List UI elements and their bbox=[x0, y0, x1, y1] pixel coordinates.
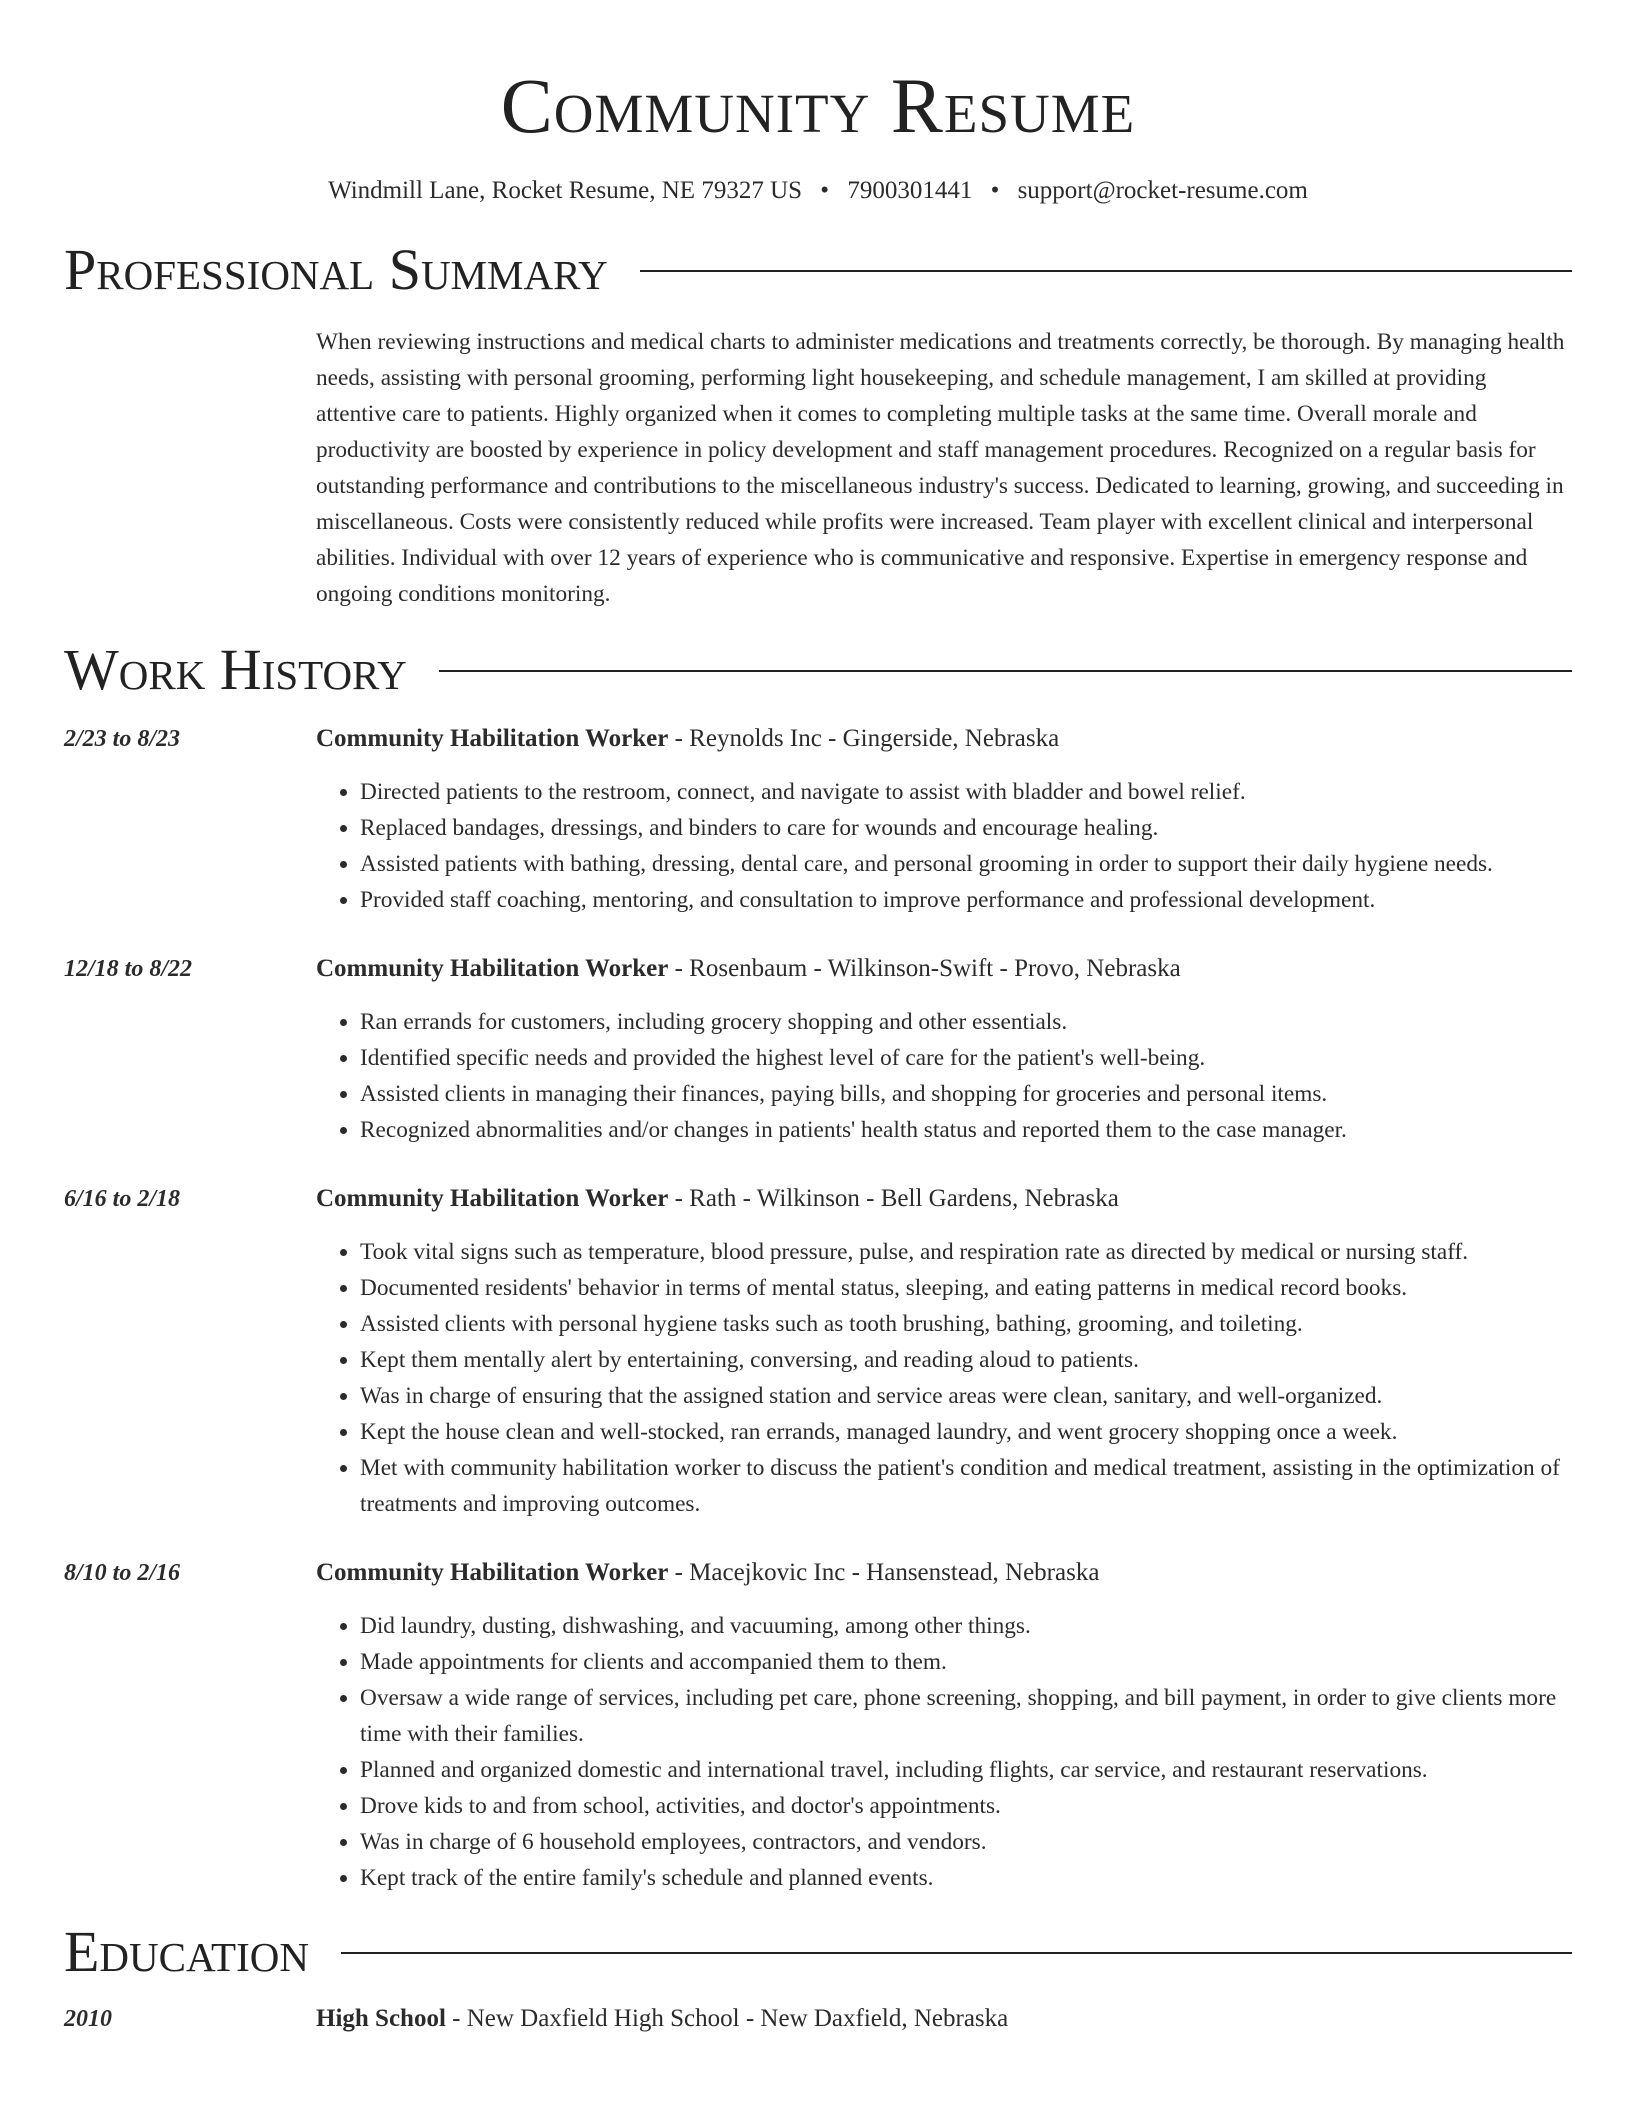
job-bullet: • Assisted clients with personal hygiene tasks such as tooth brushing, bathing, grooming, and toileting. bbox=[360, 1306, 1572, 1342]
contact-separator: • bbox=[990, 177, 1000, 204]
contact-separator: • bbox=[820, 177, 830, 204]
job-entry bbox=[64, 952, 1572, 1148]
section-rule bbox=[341, 1952, 1572, 1954]
education-school: - New Daxfield High School - New Daxfield, Nebraska bbox=[445, 2005, 1009, 2032]
job-bullet: • Oversaw a wide range of services, including pet care, phone screening, shopping, and bill payment, in order to give clients more time with their families. bbox=[360, 1680, 1572, 1752]
job-bullet: • Ran errands for customers, including grocery shopping and other essentials. bbox=[360, 1004, 1572, 1040]
job-bullet: • Took vital signs such as temperature, blood pressure, pulse, and respiration rate as directed by medical or nursing staff. bbox=[360, 1234, 1572, 1270]
section-heading-summary bbox=[64, 238, 1572, 302]
job-bullet: • Drove kids to and from school, activities, and doctor's appointments. bbox=[360, 1788, 1572, 1824]
job-bullet: • Provided staff coaching, mentoring, and consultation to improve performance and professional development. bbox=[360, 882, 1572, 918]
job-bullet: • Kept them mentally alert by entertaining, conversing, and reading aloud to patients. bbox=[360, 1342, 1572, 1378]
education-entry bbox=[64, 2002, 1572, 2036]
job-bullet: • Assisted patients with bathing, dressing, dental care, and personal grooming in order to support their daily hygiene needs. bbox=[360, 846, 1572, 882]
job-bullet: • Identified specific needs and provided the highest level of care for the patient's well-being. bbox=[360, 1040, 1572, 1076]
job-bullet: • Planned and organized domestic and international travel, including flights, car service, and restaurant reservations. bbox=[360, 1752, 1572, 1788]
job-bullet: • Met with community habilitation worker to discuss the patient's condition and medical treatment, assisting in the optimization of treatments and improving outcomes. bbox=[360, 1450, 1572, 1522]
section-rule bbox=[439, 670, 1572, 672]
job-bullet: • Made appointments for clients and accompanied them to them. bbox=[360, 1644, 1572, 1680]
contact-address: Windmill Lane, Rocket Resume, NE 79327 US bbox=[328, 177, 803, 204]
education-year: 2010 bbox=[64, 2006, 112, 2032]
job-employer: - Reynolds Inc - Gingerside, Nebraska bbox=[668, 725, 1060, 752]
job-dates: 2/23 to 8/23 bbox=[64, 726, 181, 752]
resume-page bbox=[64, 0, 1572, 2036]
job-employer: - Rosenbaum - Wilkinson-Swift - Provo, Nebraska bbox=[668, 955, 1181, 982]
section-heading-education bbox=[64, 1920, 1572, 1984]
job-bullet: • Was in charge of ensuring that the assigned station and service areas were clean, sanitary, and well-organized. bbox=[360, 1378, 1572, 1414]
education-heading bbox=[316, 2002, 1572, 2036]
job-title: Community Habilitation Worker bbox=[316, 1559, 669, 1586]
job-bullets bbox=[316, 774, 1572, 918]
contact-phone: 7900301441 bbox=[847, 177, 973, 204]
section-title: Education bbox=[64, 1919, 309, 1984]
education-degree: High School bbox=[316, 2005, 446, 2032]
job-bullets bbox=[316, 1234, 1572, 1522]
resume-name: Community Resume bbox=[500, 62, 1136, 149]
job-bullet: • Kept track of the entire family's schedule and planned events. bbox=[360, 1860, 1572, 1896]
job-bullets bbox=[316, 1004, 1572, 1148]
job-entry bbox=[64, 1556, 1572, 1896]
job-heading bbox=[316, 1182, 1572, 1216]
job-bullet: • Recognized abnormalities and/or changes in patients' health status and reported them to the case manager. bbox=[360, 1112, 1572, 1148]
job-title: Community Habilitation Worker bbox=[316, 1185, 669, 1212]
job-bullet: • Assisted clients in managing their finances, paying bills, and shopping for groceries and personal items. bbox=[360, 1076, 1572, 1112]
job-bullet: • Replaced bandages, dressings, and binders to care for wounds and encourage healing. bbox=[360, 810, 1572, 846]
job-bullet: • Directed patients to the restroom, connect, and navigate to assist with bladder and bowel relief. bbox=[360, 774, 1572, 810]
job-heading bbox=[316, 722, 1572, 756]
job-heading bbox=[316, 952, 1572, 986]
contact-email: support@rocket-resume.com bbox=[1017, 177, 1308, 204]
job-title: Community Habilitation Worker bbox=[316, 725, 669, 752]
section-heading-work-history bbox=[64, 638, 1572, 702]
job-bullet: • Kept the house clean and well-stocked, ran errands, managed laundry, and went grocery shopping once a week. bbox=[360, 1414, 1572, 1450]
section-title: Work History bbox=[64, 637, 407, 702]
job-heading bbox=[316, 1556, 1572, 1590]
contact-line bbox=[64, 174, 1572, 208]
job-title: Community Habilitation Worker bbox=[316, 955, 669, 982]
job-bullet: • Was in charge of 6 household employees, contractors, and vendors. bbox=[360, 1824, 1572, 1860]
summary-text: When reviewing instructions and medical charts to administer medications and treatments correctly, be thorough. By managing health needs, assisting with personal grooming, performing light housekeeping, and schedule management, I am skilled at providing attentive care to patients. Highly organized when it comes to completing multiple tasks at the same time. Overall morale and productivity are boosted by experience in policy development and staff management procedures. Recognized on a regular basis for outstanding performance and contributions to the miscellaneous industry's success. Dedicated to learning, growing, and succeeding in miscellaneous. Costs were consistently reduced while profits were increased. Team player with excellent clinical and interpersonal abilities. Individual with over 12 years of experience who is communicative and responsive. Expertise in emergency response and ongoing conditions monitoring. bbox=[316, 329, 1565, 607]
job-dates: 6/16 to 2/18 bbox=[64, 1186, 181, 1212]
job-bullet: • Documented residents' behavior in terms of mental status, sleeping, and eating patterns in medical record books. bbox=[360, 1270, 1572, 1306]
job-employer: - Macejkovic Inc - Hansenstead, Nebraska bbox=[668, 1559, 1100, 1586]
job-employer: - Rath - Wilkinson - Bell Gardens, Nebraska bbox=[668, 1185, 1119, 1212]
job-dates: 12/18 to 8/22 bbox=[64, 956, 193, 982]
section-rule bbox=[640, 270, 1572, 272]
job-bullet: • Did laundry, dusting, dishwashing, and vacuuming, among other things. bbox=[360, 1608, 1572, 1644]
job-entry bbox=[64, 722, 1572, 918]
job-bullets bbox=[316, 1608, 1572, 1896]
section-title: Professional Summary bbox=[64, 237, 608, 302]
job-dates: 8/10 to 2/16 bbox=[64, 1560, 181, 1586]
job-entry bbox=[64, 1182, 1572, 1522]
